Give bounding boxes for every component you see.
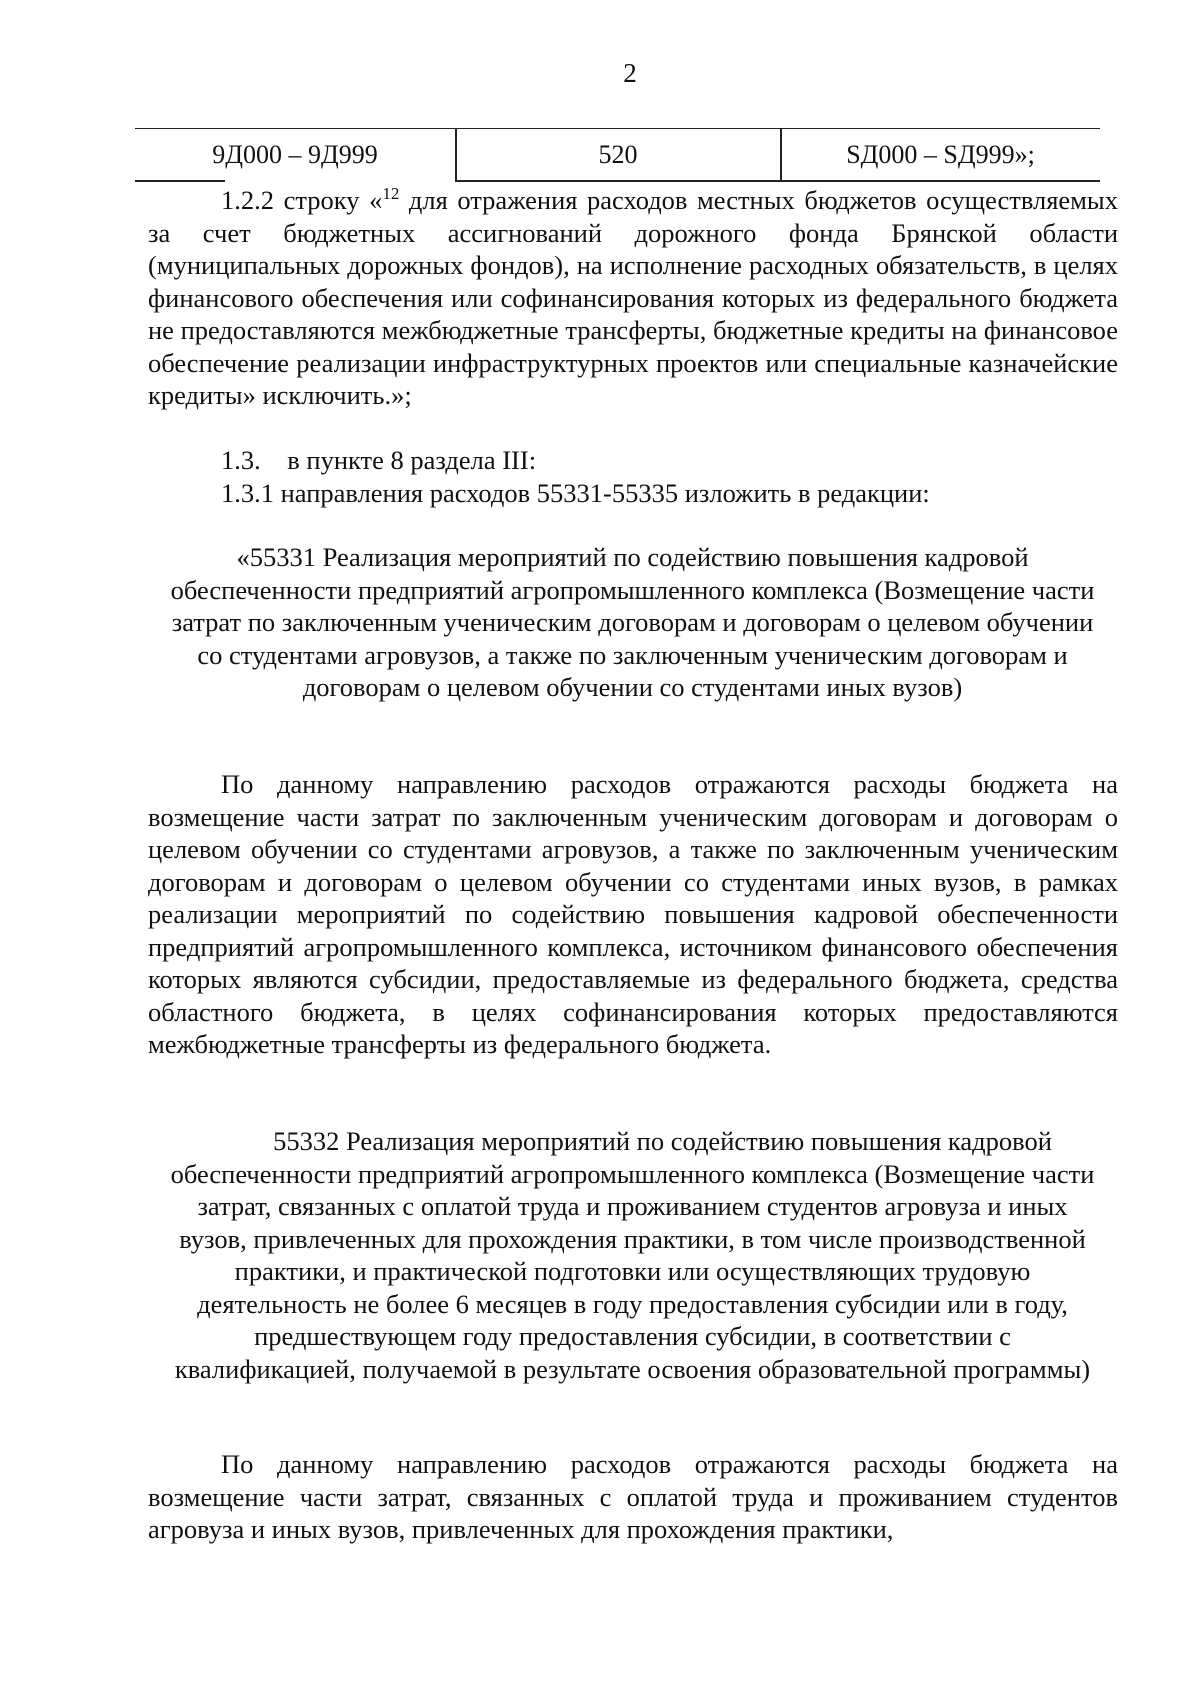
item-1-2-2-text: для отражения расходов местных бюджетов осуществляемых за счет бюджетных ассигнований дорожного фонда Брянской области (муниципальных дорожных фондов), на исполнение расходных обязательств, в целях финансового обеспечения или софинансирования которых из федерального бюджета не предоставляются межбюджетные трансферты, бюджетные кредиты на финансовое обеспечение реализации инфраструктурных проектов или специальные казначейские кредиты» исключить.»;	[148, 185, 1119, 410]
heading-55332-text: 55332 Реализация мероприятий по содействию повышения кадровой обеспеченности предприятий агропромышленного комплекса (Возмещение части затрат, связанных с оплатой труда и проживанием студентов агровуза и иных вузов, привлеченных для прохождения практики, в том числе производственной практики, и практической подготовки или осуществляющих трудовую деятельность не более 6 месяцев в году предоставления субсидии или в году, предшествующем году предоставления субсидии, в соответствии с квалификацией, получаемой в результате освоения образовательной программы)	[170, 1126, 1095, 1384]
item-1-3-text: 1.3. в пункте 8 раздела III:	[221, 445, 537, 475]
paragraph-55331	[148, 768, 1118, 1061]
item-1-2-2-superscript: 12	[382, 184, 400, 204]
table-cell-code-range: 9Д000 – 9Д999	[212, 140, 378, 169]
paragraph-55332	[148, 1448, 1118, 1546]
table-bottom-border	[455, 180, 1100, 182]
item-1-2-2	[148, 184, 1118, 412]
heading-55331-text: «55331 Реализация мероприятий по содействию повышения кадровой обеспеченности предприятий агропромышленного комплекса (Возмещение части затрат по заключенным ученическим договорам и договорам о целевом обучении со студентами агровузов, а также по заключенным ученическим договорам и договорам о целевом обучении со студентами иных вузов)	[170, 542, 1095, 702]
paragraph-55332-text: По данному направлению расходов отражаются расходы бюджета на возмещение части затрат, связанных с оплатой труда и проживанием студентов агровуза и иных вузов, привлеченных для прохождения практики,	[148, 1449, 1118, 1544]
table-cell-s-code-range: SД000 – SД999»;	[846, 140, 1035, 169]
item-1-3-1-text: 1.3.1 направления расходов 55331-55335 изложить в редакции:	[221, 478, 930, 508]
table-divider	[455, 129, 457, 181]
table-bottom-border	[135, 180, 225, 182]
page-number: 2	[623, 58, 637, 88]
item-1-3-1	[148, 477, 1118, 510]
heading-55332	[170, 1125, 1095, 1385]
table-divider	[780, 129, 782, 181]
paragraph-55331-text: По данному направлению расходов отражаются расходы бюджета на возмещение части затрат по заключенным ученическим договорам и договорам о целевом обучении со студентами агровузов, а также по заключенным ученическим договорам и договорам о целевом обучении со студентами иных вузов, в рамках реализации мероприятий по содействию повышения кадровой обеспеченности предприятий агропромышленного комплекса, источником финансового обеспечения которых являются субсидии, предоставляемые из федерального бюджета, средства областного бюджета, в целях софинансирования которых предоставляются межбюджетные трансферты из федерального бюджета.	[148, 769, 1118, 1059]
table-cell-expense-type: 520	[598, 140, 638, 169]
item-1-3	[148, 444, 1118, 477]
heading-55331	[170, 541, 1095, 704]
code-table-row	[135, 128, 1100, 181]
item-1-2-2-prefix: 1.2.2 строку «	[221, 185, 383, 215]
